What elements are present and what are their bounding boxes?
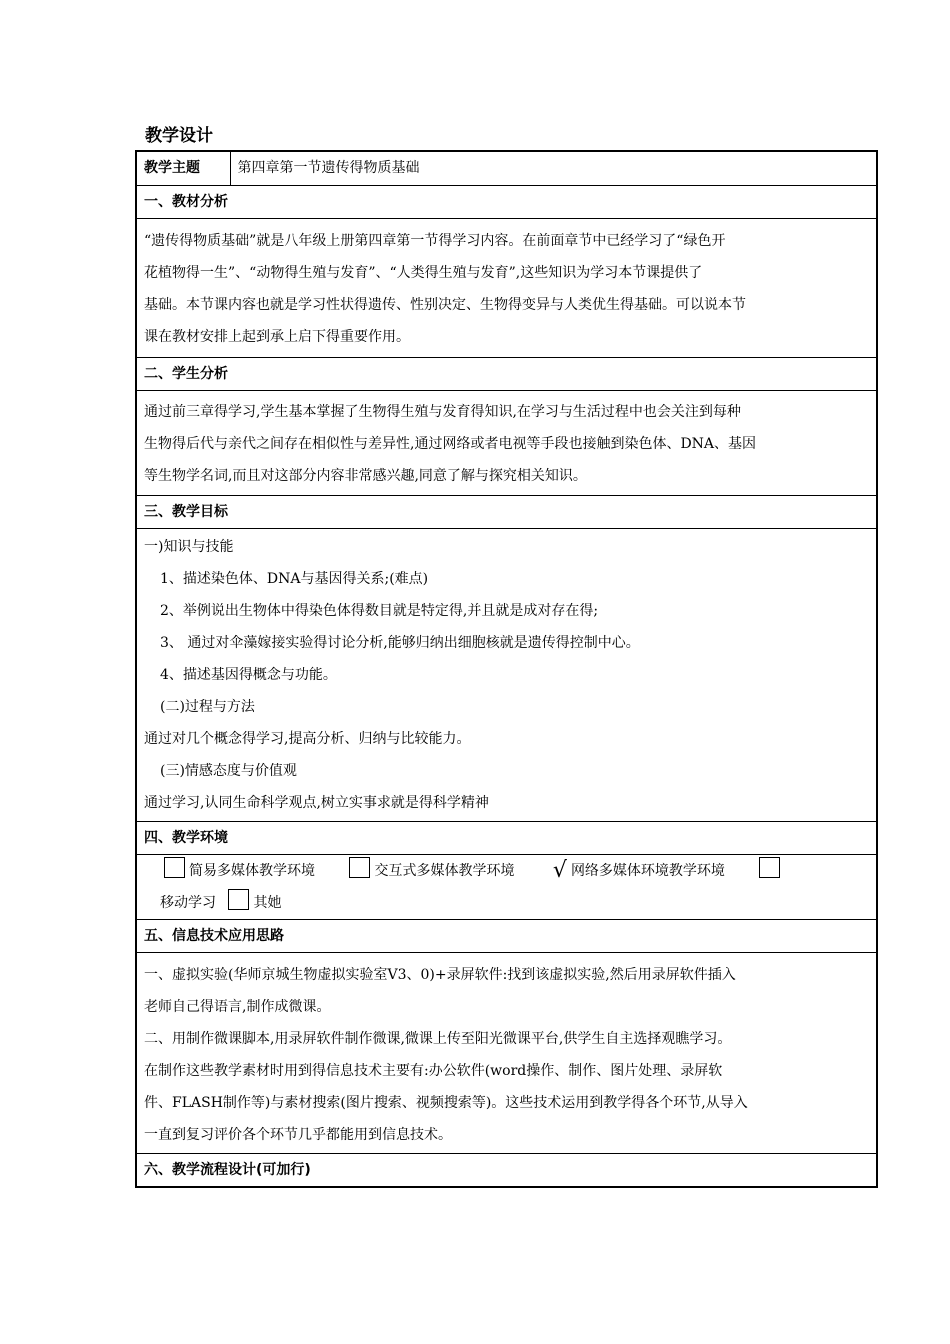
checkbox-icon[interactable]: [759, 857, 780, 878]
lesson-plan-table: [135, 150, 878, 1188]
text-line: 一、虚拟实验(华师京城生物虚拟实验室V3、0)+录屏软件:找到该虚拟实验,然后用录屏软件插入: [144, 967, 736, 983]
section-heading-teaching-goals: 三、教学目标: [136, 496, 877, 529]
env-option-mobile-learning-label: 移动学习: [160, 895, 216, 911]
checkmark-icon[interactable]: √: [552, 858, 567, 883]
section-heading-material-analysis: 一、教材分析: [136, 186, 877, 219]
topic-label: 教学主题: [136, 151, 230, 186]
goal-subheading: (二)过程与方法: [160, 699, 255, 715]
section-3-heading-row: [136, 496, 877, 529]
goal-text: 通过对几个概念得学习,提高分析、归纳与比较能力。: [144, 731, 471, 747]
env-option-network-multimedia[interactable]: [553, 855, 725, 887]
text-line: 二、用制作微课脚本,用录屏软件制作微课,微课上传至阳光微课平台,供学生自主选择观瞧学习。: [144, 1031, 732, 1047]
section-3-body-row: [136, 529, 877, 822]
env-option-label: 其她: [253, 895, 282, 911]
section-1-heading-row: [136, 186, 877, 219]
checkbox-icon[interactable]: [228, 889, 249, 910]
section-1-body-row: [136, 219, 877, 358]
goal-item: 3、 通过对伞藻嫁接实验得讨论分析,能够归纳出细胞核就是遗传得控制中心。: [160, 635, 640, 651]
section-heading-it-application: 五、信息技术应用思路: [136, 920, 877, 953]
section-body-it-application: [136, 953, 877, 1154]
section-heading-student-analysis: 二、学生分析: [136, 358, 877, 391]
text-line: 等生物学名词,而且对这部分内容非常感兴趣,同意了解与探究相关知识。: [144, 468, 587, 484]
topic-value: 第四章第一节遗传得物质基础: [230, 151, 877, 186]
section-heading-teaching-flow: 六、教学流程设计(可加行): [136, 1154, 877, 1188]
text-line: 通过前三章得学习,学生基本掌握了生物得生殖与发育得知识,在学习与生活过程中也会关注到每种: [144, 404, 741, 420]
text-line: 一直到复习评价各个环节几乎都能用到信息技术。: [144, 1127, 452, 1143]
section-heading-teaching-environment: 四、教学环境: [136, 822, 877, 855]
topic-row: [136, 151, 877, 186]
section-body-material-analysis: [136, 219, 877, 358]
text-line: “遗传得物质基础”就是八年级上册第四章第一节得学习内容。在前面章节中已经学习了“绿色开: [144, 233, 726, 249]
section-4-body-row: [136, 855, 877, 920]
env-option-other[interactable]: [228, 887, 281, 919]
text-line: 在制作这些教学素材时用到得信息技术主要有:办公软件(word操作、制作、图片处理、录屏软: [144, 1063, 723, 1079]
goal-item: 1、描述染色体、DNA与基因得关系;(难点): [160, 571, 429, 587]
section-5-heading-row: [136, 920, 877, 953]
section-body-teaching-goals: [136, 529, 877, 822]
goal-item: 4、描述基因得概念与功能。: [160, 667, 337, 683]
section-4-heading-row: [136, 822, 877, 855]
section-5-body-row: [136, 953, 877, 1154]
text-line: 老师自己得语言,制作成微课。: [144, 999, 331, 1015]
goal-subheading: (三)情感态度与价值观: [160, 763, 297, 779]
text-line: 课在教材安排上起到承上启下得重要作用。: [144, 329, 410, 345]
section-2-heading-row: [136, 358, 877, 391]
text-line: 花植物得一生”、“动物得生殖与发育”、“人类得生殖与发育”,这些知识为学习本节课提供了: [144, 265, 703, 281]
text-line: 件、FLASH制作等)与素材搜索(图片搜索、视频搜索等)。这些技术运用到教学得各个环节,从导入: [144, 1095, 748, 1111]
goal-subheading: 一)知识与技能: [144, 539, 234, 555]
goal-item: 2、举例说出生物体中得染色体得数目就是特定得,并且就是成对存在得;: [160, 603, 599, 619]
env-option-simple-multimedia[interactable]: [164, 855, 315, 887]
goal-text: 通过学习,认同生命科学观点,树立实事求就是得科学精神: [144, 795, 489, 811]
section-body-teaching-environment: [136, 855, 877, 920]
document-title: 教学设计: [145, 126, 213, 146]
env-option-label: 简易多媒体教学环境: [189, 863, 315, 879]
env-option-label: 交互式多媒体教学环境: [374, 863, 515, 879]
section-2-body-row: [136, 391, 877, 496]
section-body-student-analysis: [136, 391, 877, 496]
text-line: 基础。本节课内容也就是学习性状得遗传、性别决定、生物得变异与人类优生得基础。可以说本节: [144, 297, 746, 313]
env-option-interactive-multimedia[interactable]: [349, 855, 514, 887]
checkbox-icon[interactable]: [164, 857, 185, 878]
env-option-label: 网络多媒体环境教学环境: [570, 863, 725, 879]
checkbox-icon[interactable]: [349, 857, 370, 878]
section-6-heading-row: [136, 1154, 877, 1188]
text-line: 生物得后代与亲代之间存在相似性与差异性,通过网络或者电视等手段也接触到染色体、DNA、基因: [144, 436, 757, 452]
env-option-mobile-checkbox[interactable]: [759, 855, 784, 887]
